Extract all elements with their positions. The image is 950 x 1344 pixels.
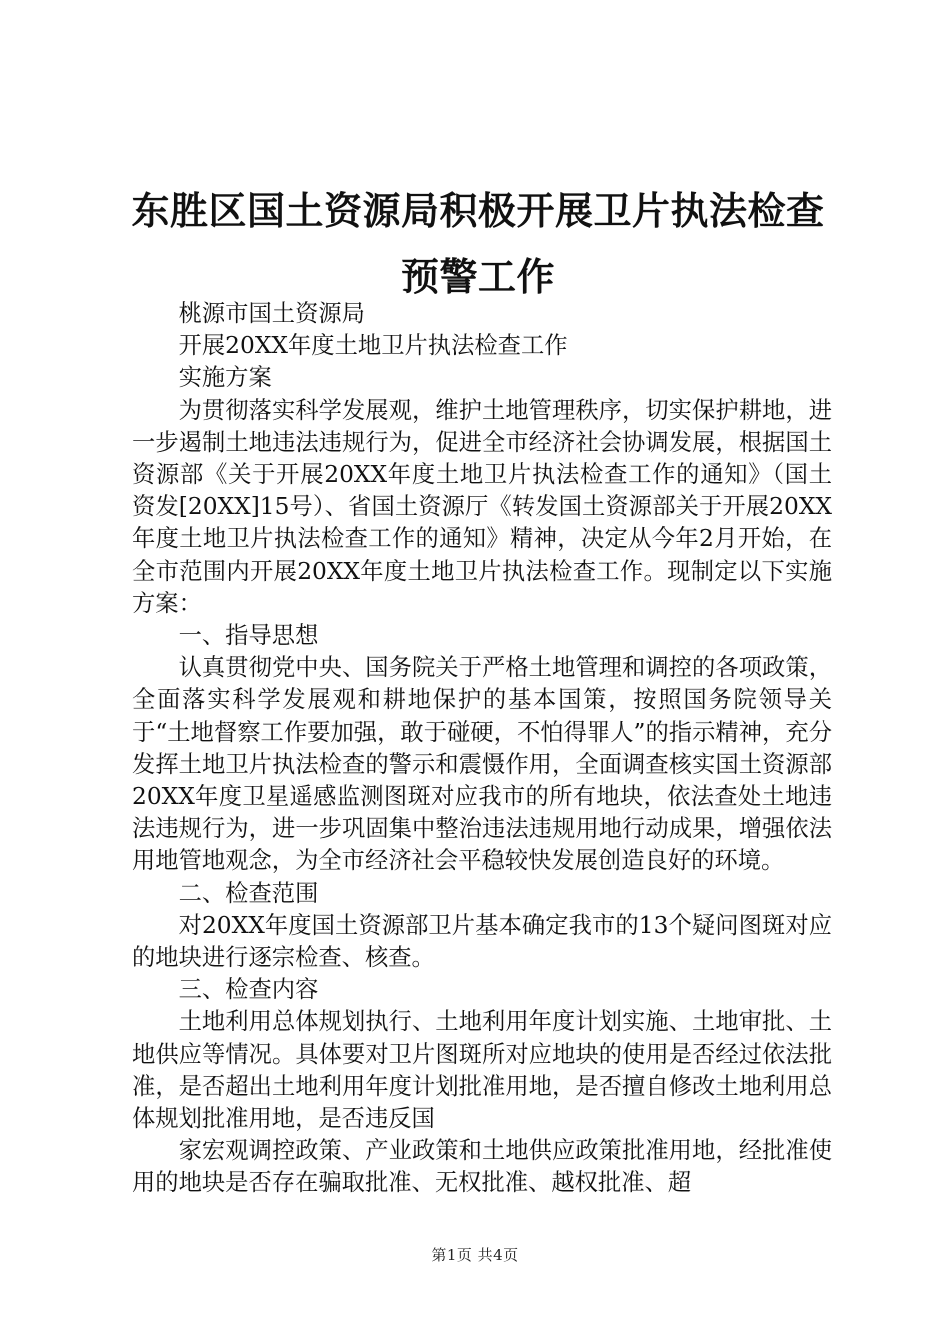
- section-heading: 三、检查内容: [178, 976, 319, 1004]
- section-heading: 一、指导思想: [178, 622, 319, 650]
- paragraph: 对20XX年度国土资源部卫片基本确定我市的13个疑问图斑对应的地块进行逐宗检查、核查。: [132, 911, 832, 972]
- paragraph: 土地利用总体规划执行、土地利用年度计划实施、土地审批、土地供应等情况。具体要对卫片图斑所对应地块的使用是否经过依法批准，是否超出土地利用年度计划批准用地，是否擅自修改土地利用总体规划批准用地，是否违反国: [132, 1008, 832, 1133]
- document-body: [132, 298, 832, 1200]
- paragraph: 为贯彻落实科学发展观，维护土地管理秩序，切实保护耕地，进一步遏制土地违法违规行为，促进全市经济社会协调发展，根据国土资源部《关于开展20XX年度土地卫片执法检查工作的通知》（国土资发[20XX]15号）、省国土资源厅《转发国土资源部关于开展20XX年度土地卫片执法检查工作的通知》精神，决定从今年2月开始，在全市范围内开展20XX年度土地卫片执法检查工作。现制定以下实施方案：: [132, 396, 832, 617]
- paragraph: 桃源市国土资源局: [178, 300, 365, 327]
- section-heading: 二、检查范围: [178, 879, 319, 907]
- paragraph: 家宏观调控政策、产业政策和土地供应政策批准用地，经批准使用的地块是否存在骗取批准、无权批准、越权批准、超: [132, 1137, 832, 1197]
- paragraph: 开展20XX年度土地卫片执法检查工作: [178, 332, 568, 360]
- paragraph: 认真贯彻党中央、国务院关于严格土地管理和调控的各项政策，全面落实科学发展观和耕地保护的基本国策，按照国务院领导关于“土地督察工作要加强，敢于碰硬，不怕得罪人”的指示精神，充分发挥土地卫片执法检查的警示和震慑作用，全面调查核实国土资源部20XX年度卫星遥感监测图斑对应我市的所有地块，依法查处土地违法违规行为，进一步巩固集中整治违法违规用地行动成果，增强依法用地管地观念，为全市经济社会平稳较快发展创造良好的环境。: [132, 654, 832, 875]
- page-number: 第1页 共4页: [431, 1246, 519, 1264]
- paragraph: 实施方案: [178, 364, 272, 392]
- document-title: 东胜区国土资源局积极开展卫片执法检查预警工作: [131, 189, 825, 299]
